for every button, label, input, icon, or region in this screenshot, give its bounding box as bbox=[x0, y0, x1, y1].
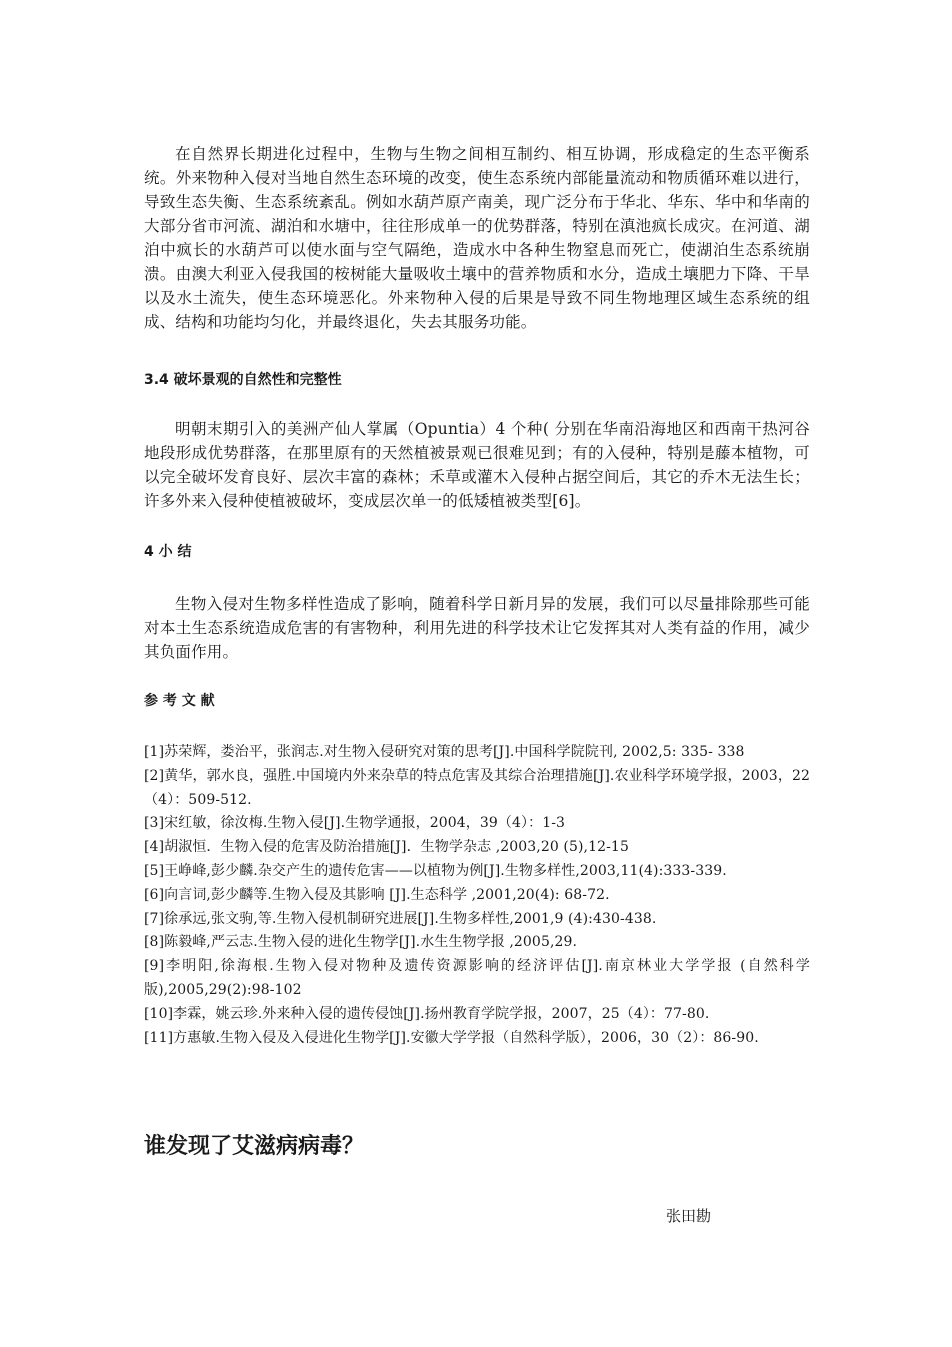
paragraph-text: 明朝末期引入的美洲产仙人掌属（Opuntia）4 个种( 分别在华南沿海地区和西南干热河谷地段形成优势群落，在那里原有的天然植被景观已很难见到；有的入侵种，特别是藤本植物，可以完全破坏发育良好、层次丰富的森林；禾草或灌木入侵种占据空间后，其它的乔木无法生长；许多外来入侵种使植被破坏，变成层次单一的低矮植被类型[6]。 bbox=[144, 420, 810, 510]
section-heading-4-summary: 4 小 结 bbox=[144, 544, 192, 560]
reference-list bbox=[144, 741, 810, 1050]
reference-item: [7]徐承远,张文驹,等.生物入侵机制研究进展[J].生物多样性,2001,9 (4):430-438. bbox=[144, 910, 657, 927]
paragraph-landscape bbox=[144, 417, 810, 513]
paragraph-text: 在自然界长期进化过程中，生物与生物之间相互制约、相互协调，形成稳定的生态平衡系统。外来物种入侵对当地自然生态环境的改变，使生态系统内部能量流动和物质循环难以进行，导致生态失衡、生态系统紊乱。例如水葫芦原产南美，现广泛分布于华北、华东、华中和华南的大部分省市河流、湖泊和水塘中，往往形成单一的优势群落，特别在滇池疯长成灾。在河道、湖泊中疯长的水葫芦可以使水面与空气隔绝，造成水中各种生物窒息而死亡，使湖泊生态系统崩溃。由澳大利亚入侵我国的桉树能大量吸收土壤中的营养物质和水分，造成土壤肥力下降、干旱以及水土流失，使生态环境恶化。外来物种入侵的后果是导致不同生物地理区域生态系统的组成、结构和功能均匀化，并最终退化，失去其服务功能。 bbox=[144, 145, 810, 331]
reference-item: [10]李霖，姚云珍.外来种入侵的遗传侵蚀[J].扬州教育学院学报，2007，25（4）：77-80. bbox=[144, 1005, 710, 1022]
next-article-title: 谁发现了艾滋病病毒？ bbox=[144, 1134, 365, 1159]
reference-item: [4]胡淑恒．生物入侵的危害及防治措施[J]．生物学杂志 ,2003,20 (5),12-15 bbox=[144, 839, 629, 856]
paragraph-ecosystem-balance bbox=[144, 142, 810, 334]
reference-item: [6]向言词,彭少麟等.生物入侵及其影响 [J].生态科学 ,2001,20(4): 68-72. bbox=[144, 886, 610, 903]
paragraph-summary bbox=[144, 592, 810, 664]
reference-item: [11]方惠敏.生物入侵及入侵进化生物学[J].安徽大学学报（自然科学版），2006，30（2）：86-90. bbox=[144, 1029, 759, 1046]
reference-item: [3]宋红敏，徐汝梅.生物入侵[J].生物学通报，2004，39（4）：1-3 bbox=[144, 815, 566, 832]
reference-item: [2]黄华，郭水良，强胜.中国境内外来杂草的特点危害及其综合治理措施[J].农业科学环境学报，2003，22（4）：509-512. bbox=[144, 767, 810, 808]
paragraph-text: 生物入侵对生物多样性造成了影响，随着科学日新月异的发展，我们可以尽量排除那些可能对本土生态系统造成危害的有害物种，利用先进的科学技术让它发挥其对人类有益的作用，减少其负面作用。 bbox=[144, 595, 810, 661]
next-article-author: 张田勘 bbox=[666, 1207, 712, 1225]
reference-item: [9]李明阳,徐海根.生物入侵对物种及遗传资源影响的经济评估[J].南京林业大学学报 (自然科学版),2005,29(2):98-102 bbox=[144, 958, 810, 998]
section-heading-3-4: 3.4 破坏景观的自然性和完整性 bbox=[144, 372, 342, 388]
references-heading: 参 考 文 献 bbox=[144, 693, 215, 709]
reference-item: [1]苏荣辉，娄治平，张润志.对生物入侵研究对策的思考[J].中国科学院院刊, 2002,5: 335- 338 bbox=[144, 744, 745, 760]
reference-item: [5]王峥峰,彭少麟.杂交产生的遗传危害——以植物为例[J].生物多样性,2003,11(4):333-339. bbox=[144, 862, 727, 879]
reference-item: [8]陈毅峰,严云志.生物入侵的进化生物学[J].水生生物学报 ,2005,29. bbox=[144, 934, 578, 951]
